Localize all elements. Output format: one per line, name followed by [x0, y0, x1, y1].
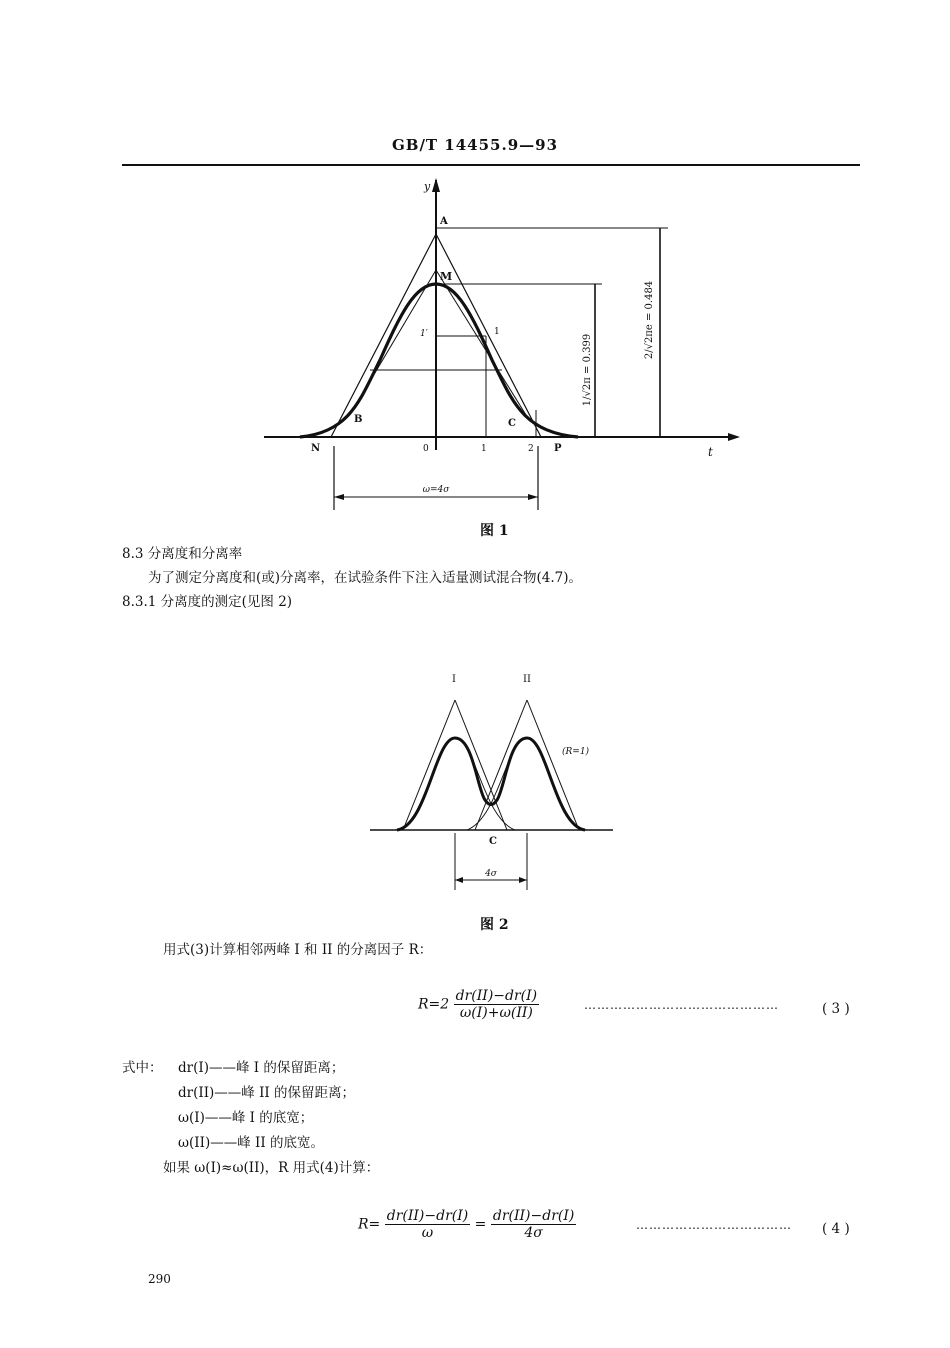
section-8-3-1-heading: 8.3.1 分离度的测定(见图 2) — [122, 594, 293, 610]
page-header: GB/T 14455.9—93 — [391, 136, 559, 154]
y-axis-label: y — [424, 180, 431, 193]
dim-arrow-right — [528, 494, 538, 500]
figure-1 — [250, 170, 740, 515]
label-one: 1 — [494, 327, 500, 337]
formula-3-denominator: ω(I)+ω(II) — [459, 1005, 533, 1021]
y-axis-arrow — [432, 178, 440, 192]
label-c: C — [508, 418, 516, 429]
point-c: C — [489, 836, 497, 847]
height2-label: 2/√2πe = 0.484 — [644, 280, 655, 360]
r-label: (R=1) — [562, 747, 590, 757]
height1-label: 1/√2π = 0.399 — [582, 333, 593, 407]
figure-2 — [365, 668, 625, 898]
page-number: 290 — [148, 1272, 171, 1286]
figure-2-caption: 图 2 — [480, 917, 509, 933]
formula-4-intro: 如果 ω(I)≈ω(II)，R 用式(4)计算： — [163, 1160, 380, 1176]
formula-4-numerator-2: dr(II)−dr(I) — [492, 1208, 575, 1224]
formula-3-number: ( 3 ) — [822, 1001, 850, 1017]
formula-4-lhs: R= — [358, 1216, 381, 1233]
peak-2-label: II — [523, 674, 531, 685]
fig2-width-label: 4σ — [485, 869, 497, 879]
definition-2: dr(II)——峰 II 的保留距离； — [178, 1085, 356, 1101]
formula-3-fraction — [454, 988, 539, 1021]
formula-3-lhs: R=2 — [418, 996, 450, 1013]
section-8-3-heading: 8.3 分离度和分离率 — [122, 546, 243, 562]
peak-1-label: I — [452, 674, 456, 685]
formula-4-number: ( 4 ) — [822, 1221, 850, 1237]
label-b: B — [354, 414, 363, 425]
formula-4-leader: ……………………………… — [636, 1218, 792, 1232]
fig2-arrow-left — [455, 877, 463, 883]
figure-1-caption: 图 1 — [480, 523, 509, 539]
label-a: A — [440, 216, 448, 227]
fig2-arrow-right — [519, 877, 527, 883]
tick-1: 1 — [481, 444, 487, 454]
inner-line-right — [436, 270, 526, 415]
formula-4-denominator-1: ω — [421, 1225, 434, 1241]
width-label: ω=4σ — [422, 485, 450, 495]
peak-2-tangent-right — [527, 700, 579, 830]
label-p: P — [554, 443, 562, 454]
formula-3-numerator: dr(II)−dr(I) — [455, 988, 538, 1004]
t-axis-arrow — [728, 433, 740, 441]
formula-4-denominator-2: 4σ — [524, 1225, 543, 1241]
combined-curve — [397, 738, 585, 830]
tick-2: 2 — [528, 444, 534, 454]
definition-3: ω(I)——峰 I 的底宽； — [178, 1110, 314, 1126]
definition-1: dr(I)——峰 I 的保留距离； — [178, 1060, 345, 1076]
section-8-3-paragraph: 为了测定分离度和(或)分离率，在试验条件下注入适量测试混合物(4.7)。 — [148, 570, 583, 586]
formula-4-equals: = — [474, 1216, 487, 1233]
formula-3 — [418, 988, 539, 1021]
formula-4-numerator-1: dr(II)−dr(I) — [386, 1208, 469, 1224]
header-rule — [122, 164, 860, 166]
dim-arrow-left — [334, 494, 344, 500]
peak-1-tangent-right — [455, 700, 507, 830]
t-axis-label: t — [708, 445, 713, 459]
label-n: N — [311, 443, 321, 454]
label-one-prime: 1′ — [420, 329, 428, 339]
formula-3-leader: ……………………………………… — [584, 998, 779, 1012]
peak-1-tangent-left — [403, 700, 455, 830]
definitions-prefix: 式中： — [122, 1060, 163, 1076]
formula-4-fraction-1 — [385, 1208, 470, 1241]
formula-4 — [358, 1208, 576, 1241]
formula-3-intro: 用式(3)计算相邻两峰 I 和 II 的分离因子 R： — [163, 942, 433, 958]
tick-0: 0 — [423, 444, 429, 454]
formula-4-fraction-2 — [491, 1208, 576, 1241]
definition-4: ω(II)——峰 II 的底宽。 — [178, 1135, 324, 1151]
peak-2-tangent-left — [475, 700, 527, 830]
label-m: M — [440, 270, 453, 283]
